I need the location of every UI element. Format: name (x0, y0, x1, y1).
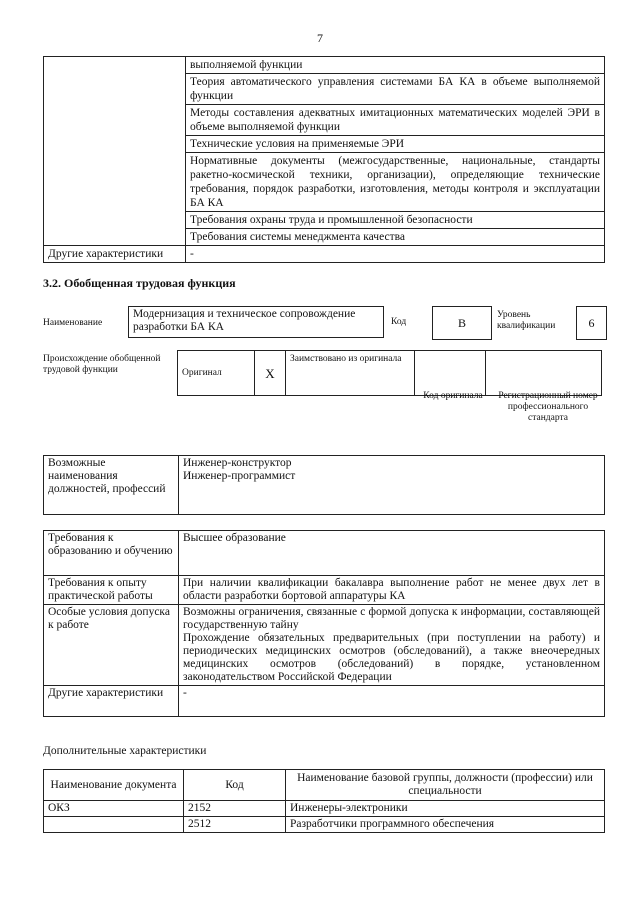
origin-label: Происхождение обобщенной трудовой функции (43, 354, 161, 375)
qualification-level-value: 6 (576, 306, 607, 340)
knowledge-item: Нормативные документы (межгосударственные, национальные, стандарты ракетно-космической техники, организации), определяющие технические требования, порядок разработки, изготовления, методы контроля и эксплуатации БА КА (186, 153, 605, 212)
header-document: Наименование документа (44, 770, 184, 801)
education-value: Высшее образование (179, 531, 605, 576)
function-name-value: Модернизация и техническое сопровождение разработки БА КА (128, 306, 384, 338)
original-label: Оригинал (178, 351, 255, 396)
job-titles-table (43, 455, 605, 515)
job-titles-label: Возможные наименования должностей, профессий (44, 456, 179, 515)
knowledge-item: Методы составления адекватных имитационных математических моделей ЭРИ в объеме выполняемой функции (186, 105, 605, 136)
qualification-level-label: Уровень квалификации (497, 310, 556, 331)
job-title: Инженер-конструктор (183, 457, 292, 469)
knowledge-table (43, 56, 605, 263)
other-characteristics-value: - (186, 246, 605, 263)
borrowed-label: Заимствовано из оригинала (286, 351, 415, 396)
additional-characteristics-heading: Дополнительные характеристики (43, 745, 207, 757)
function-name-label: Наименование (43, 318, 103, 328)
document-cell (44, 817, 184, 833)
knowledge-item: Технические условия на применяемые ЭРИ (186, 136, 605, 153)
origin-table (177, 350, 602, 396)
code-cell: 2512 (184, 817, 286, 833)
admission-conditions-label: Особые условия допуска к работе (44, 605, 179, 686)
header-group-name: Наименование базовой группы, должности (профессии) или специальности (286, 770, 605, 801)
code-value: B (432, 306, 492, 340)
knowledge-item: выполняемой функции (186, 57, 605, 74)
other-characteristics-label: Другие характеристики (44, 246, 186, 263)
registration-number-cell (486, 351, 602, 396)
group-name-cell: Инженеры-электроники (286, 801, 605, 817)
other-characteristics-value: - (179, 686, 605, 717)
other-characteristics-label: Другие характеристики (44, 686, 179, 717)
knowledge-item: Теория автоматического управления системами БА КА в объеме выполняемой функции (186, 74, 605, 105)
additional-characteristics-table (43, 769, 605, 833)
requirements-table (43, 530, 605, 717)
job-titles-values (179, 456, 605, 515)
original-code-caption: Код оригинала (423, 391, 483, 401)
job-title: Инженер-программист (183, 470, 296, 482)
group-name-cell: Разработчики программного обеспечения (286, 817, 605, 833)
original-code-cell (415, 351, 486, 396)
admission-condition: Возможны ограничения, связанные с формой допуска к информации, составляющей государственную тайну (183, 606, 600, 631)
code-label: Код (391, 317, 407, 327)
table-row (44, 801, 605, 817)
admission-condition: Прохождение обязательных предварительных (при поступлении на работу) и периодических медицинских осмотров (обследований), а также внеочередных медицинских осмотров (обследований) в порядке, установленном законодательством Российской Федерации (183, 632, 600, 683)
knowledge-item: Требования охраны труда и промышленной безопасности (186, 212, 605, 229)
admission-conditions-value (179, 605, 605, 686)
code-cell: 2152 (184, 801, 286, 817)
knowledge-item: Требования системы менеджмента качества (186, 229, 605, 246)
knowledge-label-cell (44, 57, 186, 246)
section-heading: 3.2. Обобщенная трудовая функция (43, 276, 236, 290)
experience-value: При наличии квалификации бакалавра выполнение работ не менее двух лет в области разработки бортовой аппаратуры КА (179, 576, 605, 605)
education-label: Требования к образованию и обучению (44, 531, 179, 576)
original-mark: X (255, 351, 286, 396)
document-cell: ОКЗ (44, 801, 184, 817)
experience-label: Требования к опыту практической работы (44, 576, 179, 605)
table-row (44, 817, 605, 833)
header-code: Код (184, 770, 286, 801)
page-number: 7 (317, 31, 323, 45)
registration-number-caption: Регистрационный номер профессионального стандарта (498, 391, 598, 423)
